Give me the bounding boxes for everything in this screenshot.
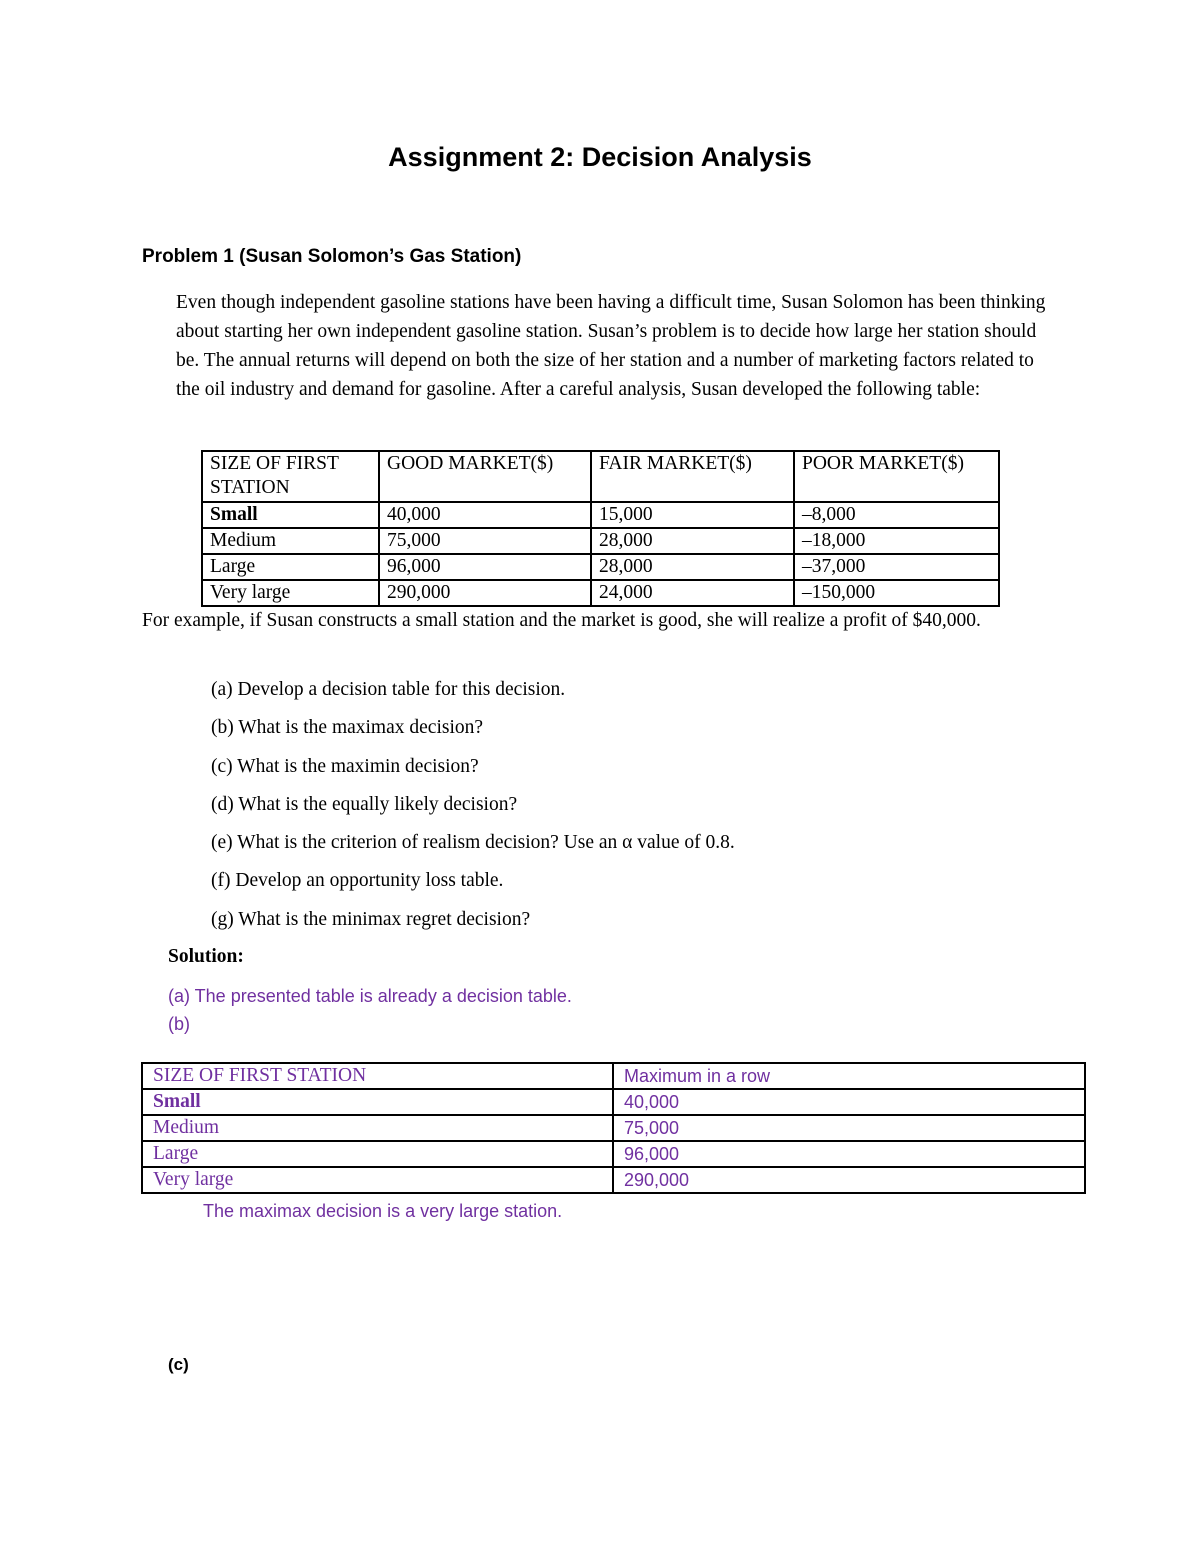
part-c-label: (c)	[168, 1355, 189, 1374]
table-row	[142, 1089, 1085, 1115]
table-row	[202, 554, 999, 580]
row-label: Medium	[202, 528, 379, 554]
payoff-table	[201, 450, 1000, 607]
table-cell: 75,000	[379, 528, 591, 554]
table-cell: 75,000	[613, 1115, 1085, 1141]
table-row	[142, 1141, 1085, 1167]
example-paragraph: For example, if Susan constructs a small station and the market is good, she will realize a profit of $40,000.	[142, 610, 981, 631]
table-row	[202, 580, 999, 606]
solution-a: (a) The presented table is already a decision table.	[168, 986, 572, 1006]
table-row	[142, 1167, 1085, 1193]
question-item: (f) Develop an opportunity loss table.	[211, 870, 504, 892]
header-fair-market: FAIR MARKET($)	[591, 451, 794, 502]
table-cell: 290,000	[613, 1167, 1085, 1193]
intro-paragraph: Even though independent gasoline stations have been having a difficult time, Susan Solomon has been thinking about starting her own independent gasoline station. Susan’s problem is to decide how large her station should be. The annual returns will depend on both the size of her station and a number of marketing factors related to the oil industry and demand for gasoline. After a careful analysis, Susan developed the following table:	[176, 292, 1046, 400]
row-label: Very large	[142, 1167, 613, 1193]
row-label: Small	[202, 502, 379, 528]
table-cell: 28,000	[591, 528, 794, 554]
question-item: (b) What is the maximax decision?	[211, 717, 484, 739]
maximax-conclusion: The maximax decision is a very large station.	[203, 1201, 563, 1221]
question-item: (d) What is the equally likely decision?	[211, 793, 518, 815]
table-cell: –18,000	[794, 528, 999, 554]
table-cell: –8,000	[794, 502, 999, 528]
table-cell: 24,000	[591, 580, 794, 606]
table-header-row	[202, 451, 999, 502]
header-good-market: GOOD MARKET($)	[379, 451, 591, 502]
header-maximum: Maximum in a row	[613, 1063, 1085, 1089]
table-cell: 96,000	[379, 554, 591, 580]
row-label: Very large	[202, 580, 379, 606]
table-cell: –37,000	[794, 554, 999, 580]
table-cell: 15,000	[591, 502, 794, 528]
header-poor-market: POOR MARKET($)	[794, 451, 999, 502]
question-item: (a) Develop a decision table for this decision.	[211, 679, 566, 700]
header-size: SIZE OF FIRST STATION	[142, 1063, 613, 1089]
table-row	[142, 1115, 1085, 1141]
row-label: Medium	[142, 1115, 613, 1141]
table-cell: –150,000	[794, 580, 999, 606]
question-item: (g) What is the minimax regret decision?	[211, 908, 531, 930]
row-label: Large	[142, 1141, 613, 1167]
question-item: (e) What is the criterion of realism decision? Use an α value of 0.8.	[211, 832, 735, 854]
table-cell: 40,000	[379, 502, 591, 528]
table-cell: 96,000	[613, 1141, 1085, 1167]
solution-b-label: (b)	[168, 1014, 190, 1034]
problem-heading: Problem 1 (Susan Solomon’s Gas Station)	[142, 246, 522, 267]
table-header-row	[142, 1063, 1085, 1089]
table-cell: 28,000	[591, 554, 794, 580]
maximax-table	[141, 1062, 1086, 1194]
question-list	[211, 676, 735, 944]
solution-label: Solution:	[168, 946, 244, 967]
header-size: SIZE OF FIRST STATION	[202, 451, 379, 502]
page-title: Assignment 2: Decision Analysis	[388, 142, 812, 172]
question-item: (c) What is the maximin decision?	[211, 755, 479, 777]
table-cell: 40,000	[613, 1089, 1085, 1115]
table-cell: 290,000	[379, 580, 591, 606]
row-label: Large	[202, 554, 379, 580]
row-label: Small	[142, 1089, 613, 1115]
table-row	[202, 502, 999, 528]
table-row	[202, 528, 999, 554]
